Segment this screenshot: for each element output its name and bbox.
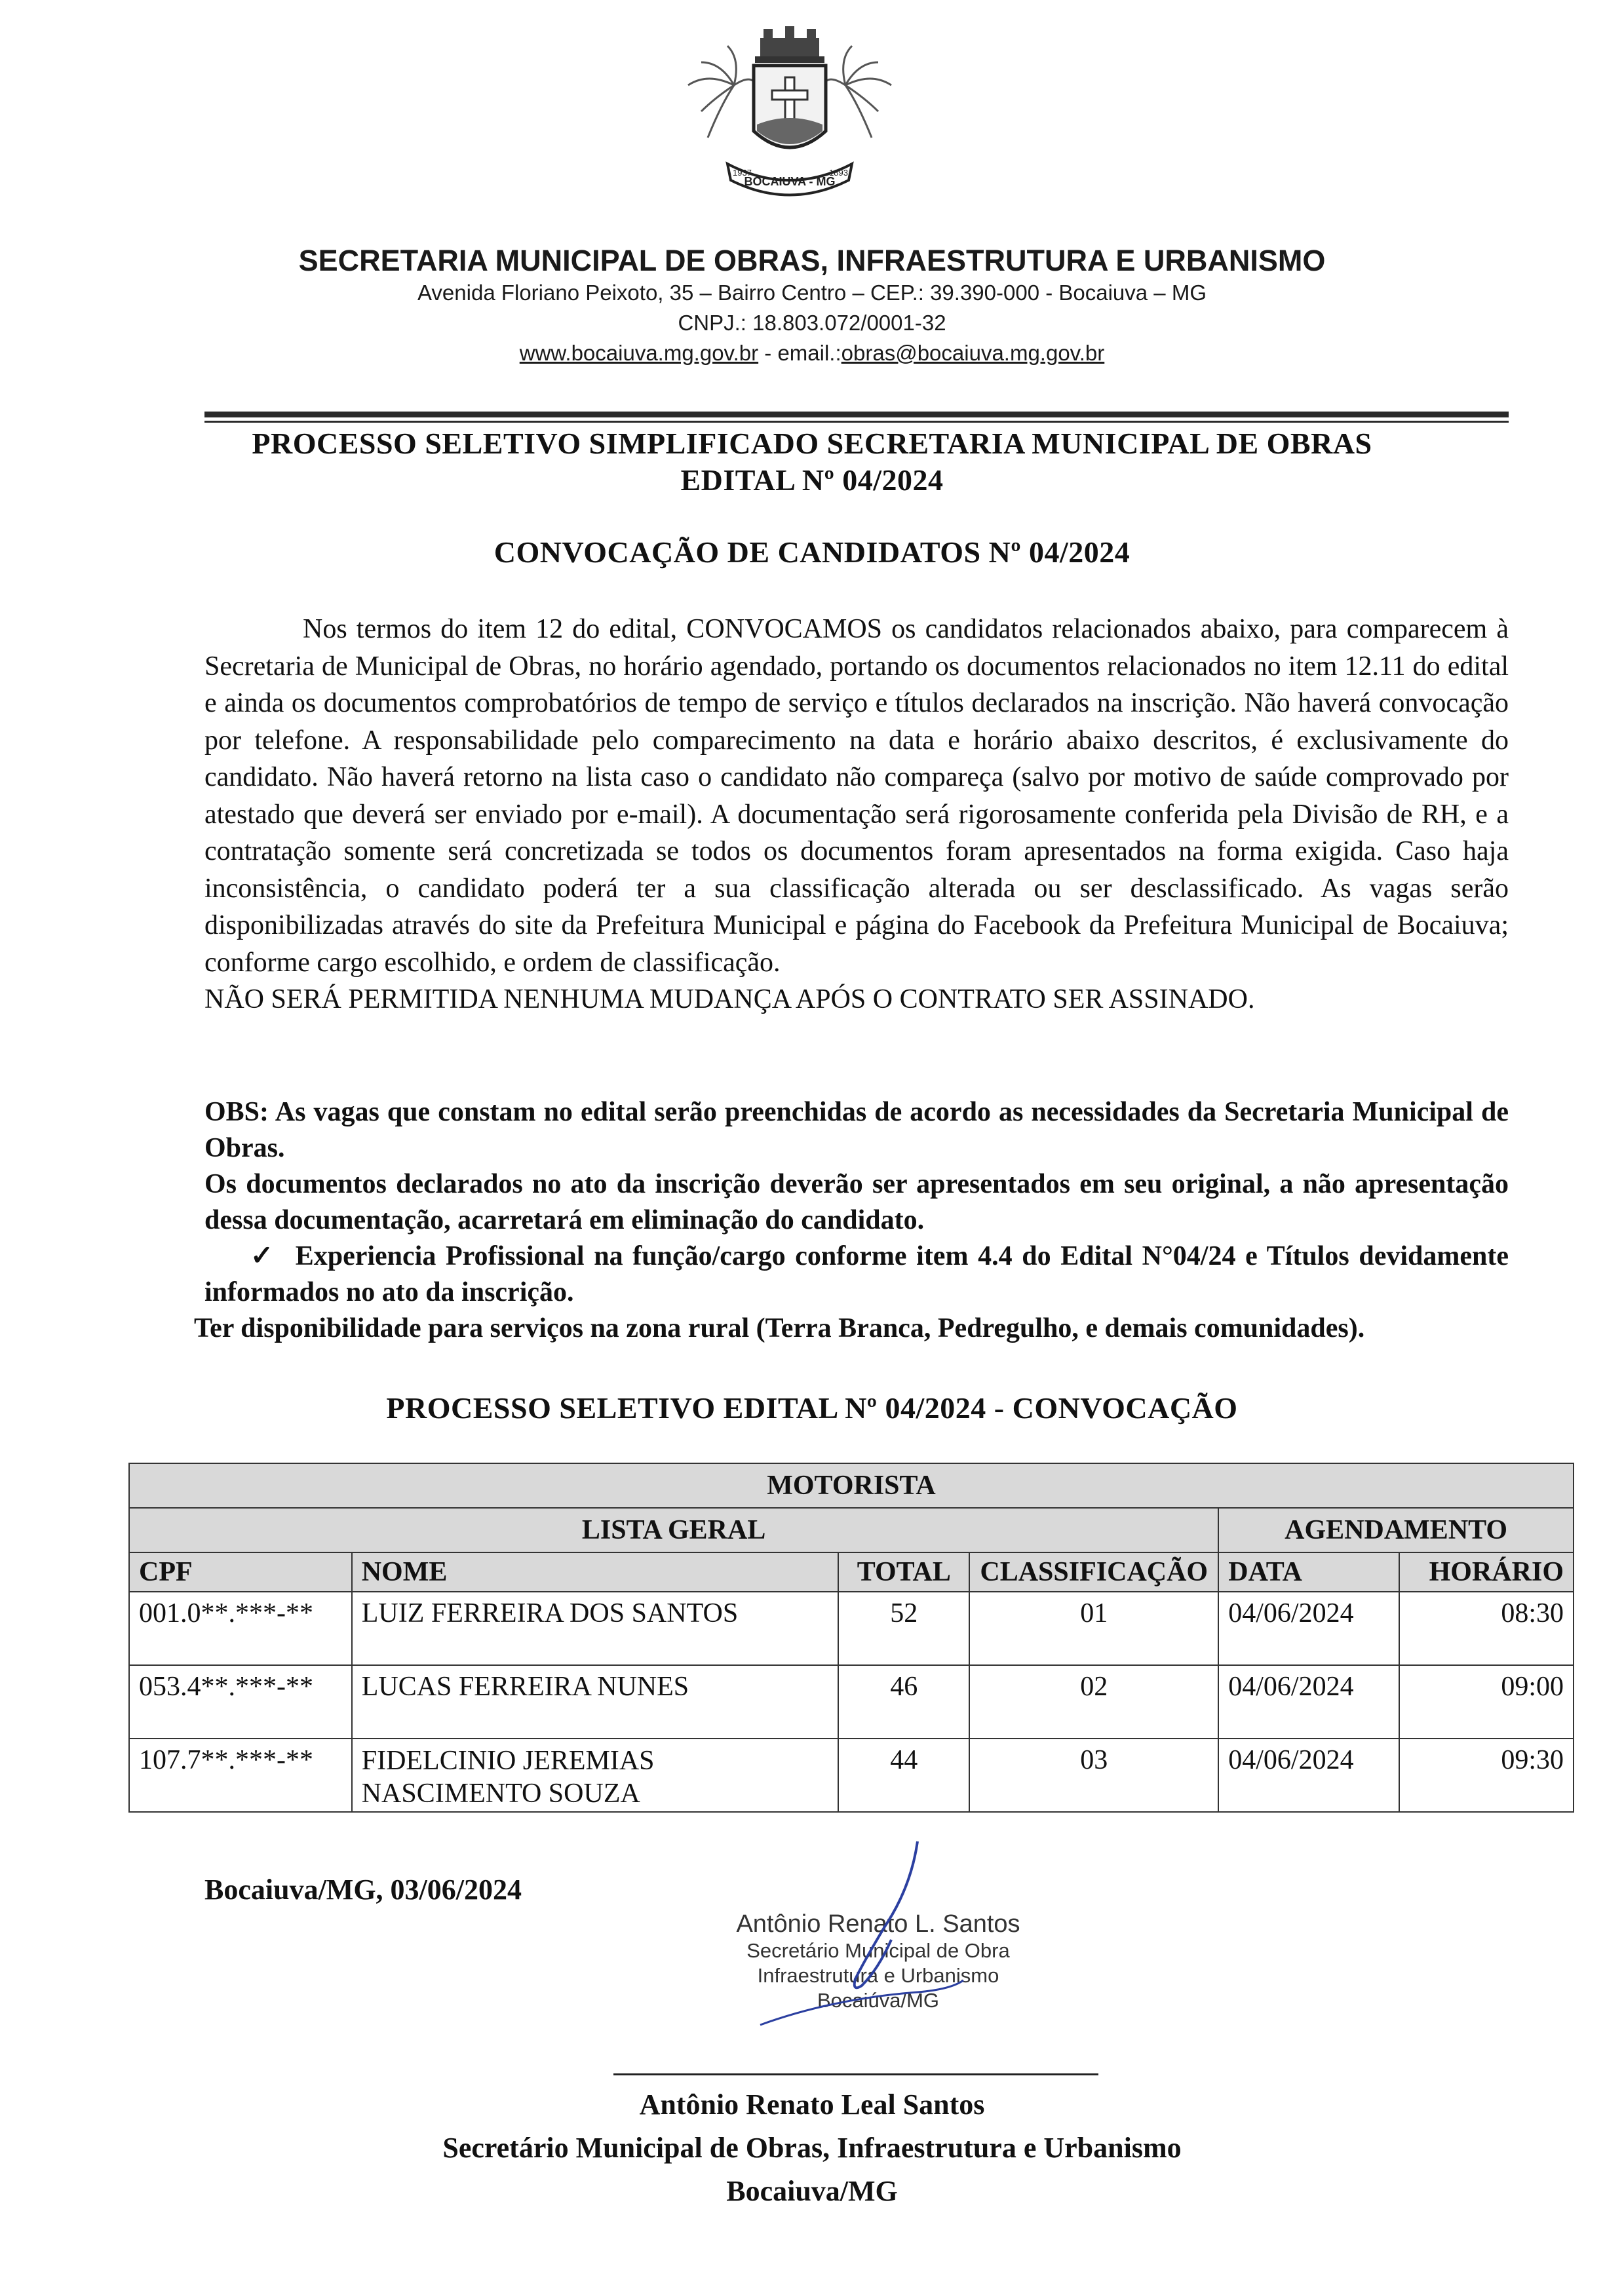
cell-nome: LUCAS FERREIRA NUNES: [352, 1665, 839, 1739]
cargo-header: MOTORISTA: [129, 1463, 1574, 1508]
signer-role: Secretário Municipal de Obras, Infraestrutura e Urbanismo: [442, 2132, 1182, 2164]
col-classificacao: CLASSIFICAÇÃO: [969, 1552, 1218, 1592]
cell-horario: 09:00: [1399, 1665, 1574, 1739]
col-total: TOTAL: [838, 1552, 969, 1592]
stamp-line1: Secretário Municipal de Obra: [746, 1939, 1010, 1962]
website-link[interactable]: www.bocaiuva.mg.gov.br: [519, 341, 759, 365]
convocation-table: [128, 1463, 1574, 1813]
cnpj-line: CNPJ.: 18.803.072/0001-32: [678, 311, 946, 335]
cell-nome: FIDELCINIO JEREMIAS NASCIMENTO SOUZA: [352, 1739, 839, 1812]
observations: [194, 1094, 1509, 1347]
table-group-row: [129, 1508, 1574, 1552]
cell-cpf: 053.4**.***-**: [129, 1665, 352, 1739]
coat-year-left: 1937: [733, 168, 752, 178]
col-nome: NOME: [352, 1552, 839, 1592]
stamp-line3: Bocaiúva/MG: [817, 1989, 940, 2012]
cell-cpf: 001.0**.***-**: [129, 1592, 352, 1665]
table-row: [129, 1592, 1574, 1665]
address-line: Avenida Floriano Peixoto, 35 – Bairro Centro – CEP.: 39.390-000 - Bocaiuva – MG: [417, 280, 1207, 305]
cell-total: 44: [838, 1739, 969, 1812]
obs-experiencia: [204, 1239, 1509, 1311]
body-paragraph: [204, 611, 1509, 1018]
obs-experiencia-text: Experiencia Profissional na função/cargo conforme item 4.4 do Edital N°04/24 e Títulos devidamente informados no ato da inscrição.: [204, 1241, 1509, 1307]
header-divider-thin: [204, 421, 1509, 423]
coat-banner-text: BOCAIUVA - MG: [744, 175, 836, 188]
cell-cpf: 107.7**.***-**: [129, 1739, 352, 1812]
table-row: [129, 1665, 1574, 1739]
cell-data: 04/06/2024: [1218, 1739, 1399, 1812]
stamp-name: Antônio Renato L. Santos: [736, 1910, 1020, 1938]
cell-classificacao: 02: [969, 1665, 1218, 1739]
table-cargo-row: [129, 1463, 1574, 1508]
lista-geral-header: LISTA GERAL: [129, 1508, 1218, 1552]
email-link[interactable]: obras@bocaiuva.mg.gov.br: [841, 341, 1105, 365]
cell-classificacao: 01: [969, 1592, 1218, 1665]
document-subtitle: CONVOCAÇÃO DE CANDIDATOS Nº 04/2024: [493, 535, 1131, 569]
table-row: [129, 1739, 1574, 1812]
signature-line: [613, 2073, 1098, 2075]
obs-zona-rural: Ter disponibilidade para serviços na zona rural (Terra Branca, Pedregulho, e demais comunidades).: [194, 1313, 1365, 1343]
col-cpf: CPF: [129, 1552, 352, 1592]
obs-documentos: Os documentos declarados no ato da inscrição deverão ser apresentados em seu original, a não apresentação dessa documentação, acarretará em eliminação do candidato.: [204, 1169, 1509, 1235]
col-horario: HORÁRIO: [1399, 1552, 1574, 1592]
place-date: Bocaiuva/MG, 03/06/2024: [204, 1874, 522, 1906]
obs-vagas: OBS: As vagas que constam no edital serão preenchidas de acordo as necessidades da Secretaria Municipal de Obras.: [204, 1097, 1509, 1163]
signer-name: Antônio Renato Leal Santos: [639, 2088, 985, 2121]
contact-line: [0, 341, 1624, 366]
agendamento-header: AGENDAMENTO: [1218, 1508, 1574, 1552]
cell-data: 04/06/2024: [1218, 1665, 1399, 1739]
handwritten-signature: [701, 1828, 1016, 2064]
cell-total: 52: [838, 1592, 969, 1665]
coat-year-right: 1893: [829, 168, 848, 178]
body-main-text: Nos termos do item 12 do edital, CONVOCAMOS os candidatos relacionados abaixo, para comparecem à Secretaria de Municipal de Obras, no horário agendado, portando os documentos relacionados no item 12.11 do edital e ainda os documentos comprobatórios de tempo de serviço e títulos declarados na inscrição. Não haverá convocação por telefone. A responsabilidade pelo comparecimento na data e horário abaixo descritos, é exclusivamente do candidato. Não haverá retorno na lista caso o candidato não compareça (salvo por motivo de saúde comprovado por atestado que deverá ser enviado por e-mail). A documentação será rigorosamente conferida pela Divisão de RH, e a contratação somente será concretizada se todos os documentos foram apresentados na forma exigida. Caso haja inconsistência, o candidato poderá ter a sua classificação alterada ou ser desclassificado. As vagas serão disponibilizadas através do site da Prefeitura Municipal e página do Facebook da Prefeitura Municipal de Bocaiuva; conforme cargo escolhido, e ordem de classificação.: [204, 614, 1509, 978]
coat-of-arms-logo: [682, 26, 898, 203]
table-heading: PROCESSO SELETIVO EDITAL Nº 04/2024 - CONVOCAÇÃO: [386, 1391, 1238, 1425]
signer-city: Bocaiuva/MG: [726, 2175, 898, 2207]
cell-classificacao: 03: [969, 1739, 1218, 1812]
cell-nome: LUIZ FERREIRA DOS SANTOS: [352, 1592, 839, 1665]
email-separator: - email.:: [758, 341, 841, 365]
secretaria-title: SECRETARIA MUNICIPAL DE OBRAS, INFRAESTRUTURA E URBANISMO: [298, 244, 1326, 277]
col-data: DATA: [1218, 1552, 1399, 1592]
cell-horario: 09:30: [1399, 1739, 1574, 1812]
body-caps-text: NÃO SERÁ PERMITIDA NENHUMA MUDANÇA APÓS O CONTRATO SER ASSINADO.: [204, 984, 1255, 1014]
document-title-line1: PROCESSO SELETIVO SIMPLIFICADO SECRETARIA MUNICIPAL DE OBRAS: [252, 427, 1372, 460]
document-title-line2: EDITAL Nº 04/2024: [680, 463, 944, 497]
cell-total: 46: [838, 1665, 969, 1739]
stamp-line2: Infraestrutura e Urbanismo: [757, 1964, 999, 1987]
cell-horario: 08:30: [1399, 1592, 1574, 1665]
table-column-row: [129, 1552, 1574, 1592]
check-icon: ✓: [250, 1241, 277, 1271]
cell-data: 04/06/2024: [1218, 1592, 1399, 1665]
header-divider: [204, 412, 1509, 417]
